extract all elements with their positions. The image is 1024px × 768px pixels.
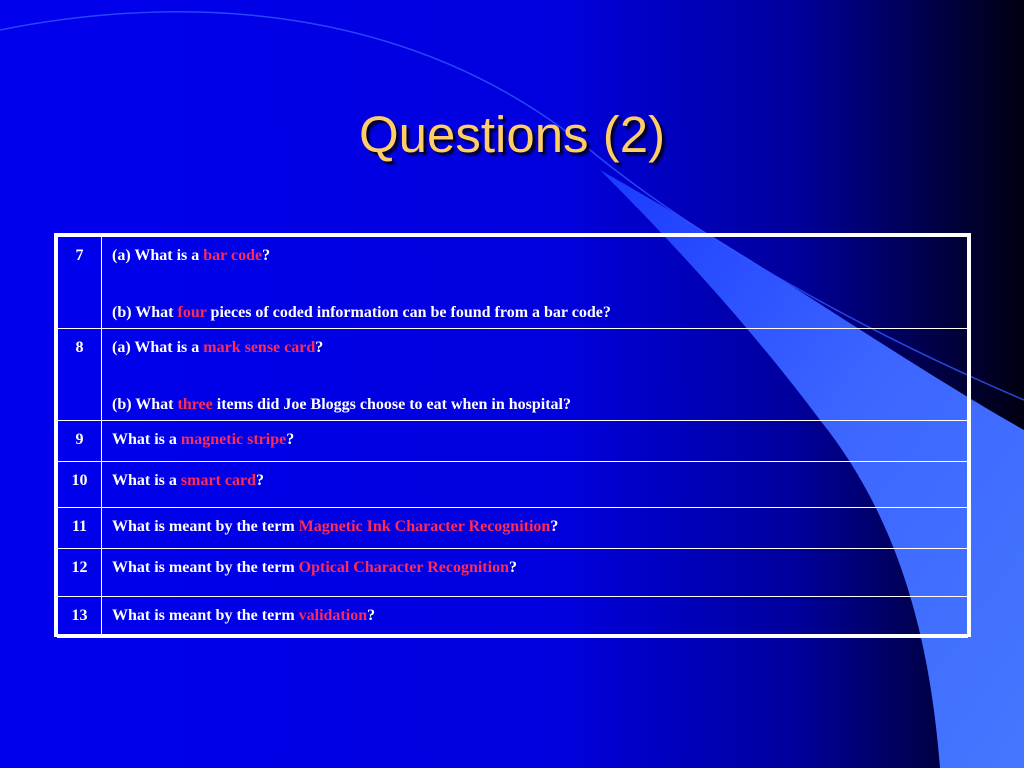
question-number: 12: [58, 549, 102, 597]
questions-table: [54, 233, 971, 637]
question-text: What is a magnetic stripe?: [102, 421, 968, 462]
table-row: [58, 237, 968, 329]
question-text: What is meant by the term Optical Character Recognition?: [102, 549, 968, 597]
keyword-highlight: three: [177, 396, 213, 413]
table-row: [58, 421, 968, 462]
question-part-a: (a) What is a bar code?: [112, 247, 271, 264]
question-part-b: (b) What three items did Joe Bloggs choose to eat when in hospital?: [112, 396, 571, 413]
question-number: 11: [58, 508, 102, 549]
table-row: [58, 462, 968, 508]
slide-title: Questions (2): [358, 106, 666, 163]
table-row: [58, 597, 968, 638]
question-text: What is a smart card?: [102, 462, 968, 508]
question-number: 13: [58, 597, 102, 638]
question-text: [102, 329, 968, 421]
table-row: [58, 549, 968, 597]
keyword-highlight: bar code: [203, 247, 263, 264]
question-number: 10: [58, 462, 102, 508]
table-row: [58, 508, 968, 549]
question-part-b: (b) What four pieces of coded information can be found from a bar code?: [112, 304, 611, 321]
question-text: What is meant by the term Magnetic Ink Character Recognition?: [102, 508, 968, 549]
keyword-highlight: mark sense card: [203, 339, 316, 356]
keyword-highlight: magnetic stripe: [180, 431, 287, 448]
question-number: 8: [58, 329, 102, 421]
keyword-highlight: validation: [298, 607, 368, 624]
table-row: [58, 329, 968, 421]
keyword-highlight: Optical Character Recognition: [298, 559, 509, 576]
keyword-highlight: Magnetic Ink Character Recognition: [298, 518, 551, 535]
question-part-a: (a) What is a mark sense card?: [112, 339, 324, 356]
question-text: [102, 237, 968, 329]
question-number: 9: [58, 421, 102, 462]
keyword-highlight: smart card: [180, 472, 256, 489]
question-text: What is meant by the term validation?: [102, 597, 968, 638]
keyword-highlight: four: [177, 304, 207, 321]
question-number: 7: [58, 237, 102, 329]
